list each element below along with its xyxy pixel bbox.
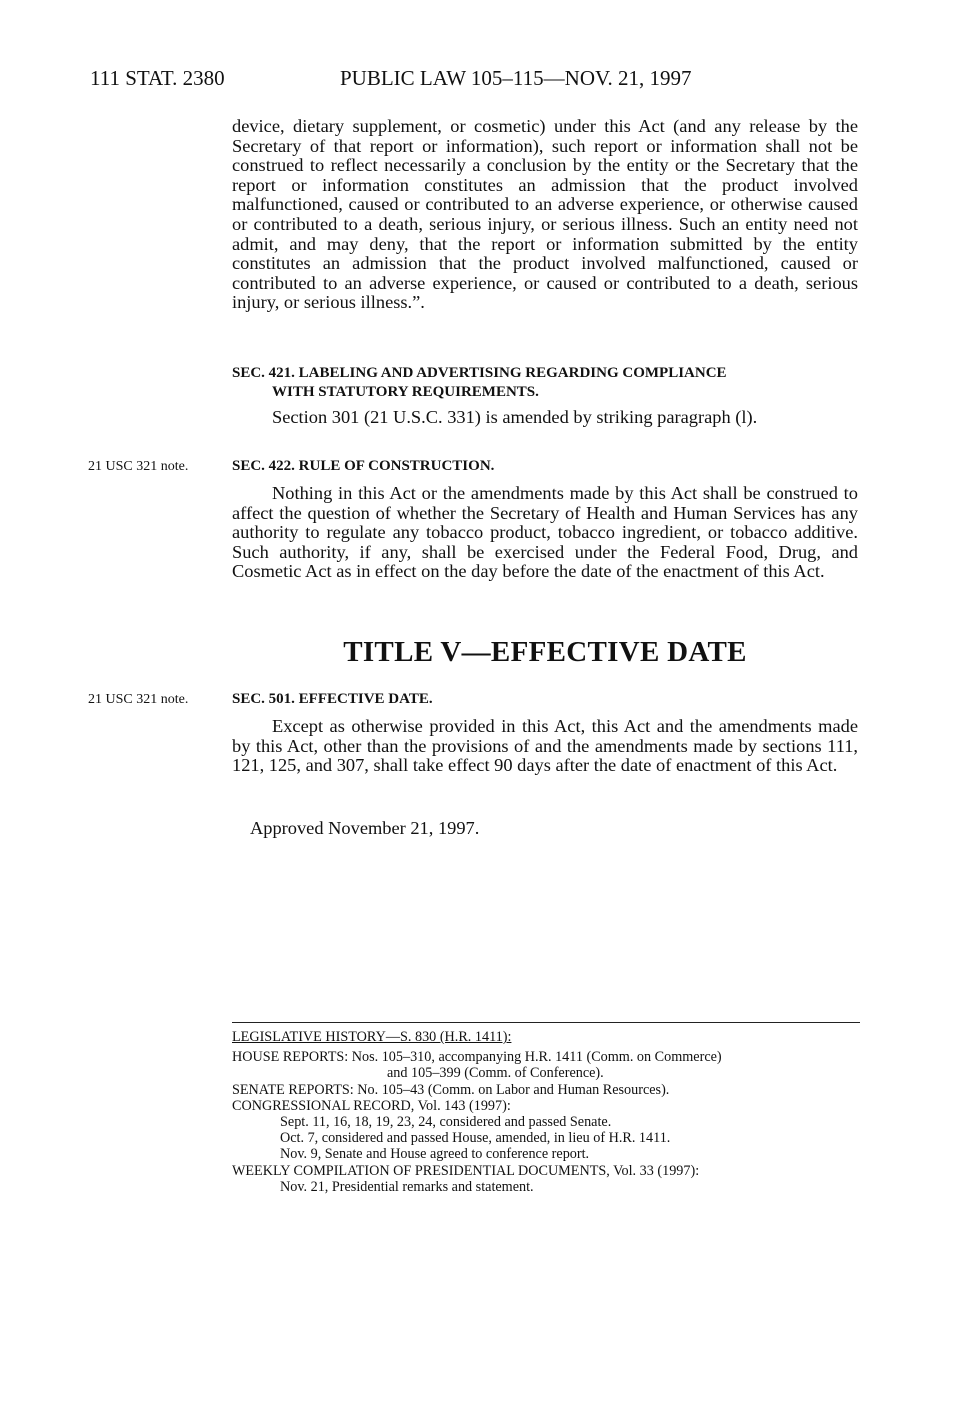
approval-date: Approved November 21, 1997.: [250, 818, 480, 838]
weekly-compilation: WEEKLY COMPILATION OF PRESIDENTIAL DOCUMENTS, Vol. 33 (1997):: [232, 1162, 700, 1179]
statute-reference: 111 STAT. 2380: [90, 66, 225, 90]
record-entry: Nov. 9, Senate and House agreed to conference report.: [280, 1146, 590, 1163]
sec-501-margin-note: 21 USC 321 note.: [88, 692, 189, 707]
record-entry: Sept. 11, 16, 18, 19, 23, 24, considered and passed Senate.: [280, 1114, 612, 1131]
record-entry: Oct. 7, considered and passed House, amended, in lieu of H.R. 1411.: [280, 1130, 671, 1147]
sec-421-heading-line2: WITH STATUTORY REQUIREMENTS.: [272, 384, 539, 400]
house-reports-line1: HOUSE REPORTS: Nos. 105–310, accompanying H.R. 1411 (Comm. on Commerce): [232, 1049, 722, 1066]
senate-reports: SENATE REPORTS: No. 105–43 (Comm. on Labor and Human Resources).: [232, 1081, 670, 1098]
sec-422-margin-note: 21 USC 321 note.: [88, 459, 189, 474]
legislative-history-title: LEGISLATIVE HISTORY—S. 830 (H.R. 1411):: [232, 1029, 512, 1045]
page-header: [90, 66, 860, 96]
public-law-reference: PUBLIC LAW 105–115—NOV. 21, 1997: [340, 66, 692, 90]
continuation-paragraph: device, dietary supplement, or cosmetic) under this Act (and any release by the Secretary of that report or information), such report or information shall not be construed to reflect necessarily a conclusion by the entity or the Secretary that the report or information constitutes an admission that the product involved malfunctioned, caused or contributed to an adverse experience, or otherwise caused or contributed to a death, serious injury, or serious illness. Such an entity need not admit, and may deny, that the report or information submitted by the entity constitutes an admission that the product involved malfunctioned, caused or contributed to an adverse experience, or caused or contributed to a death, serious injury, or serious illness.”.: [232, 116, 858, 313]
sec-501-text: Except as otherwise provided in this Act, this Act and the amendments made by this Act, other than the provisions of and the amendments made by sections 111, 121, 125, and 307, shall take effect 90 days after the date of enactment of this Act.: [232, 716, 858, 776]
house-reports-line2: and 105–399 (Comm. of Conference).: [387, 1065, 604, 1082]
sec-421-heading: [232, 364, 858, 402]
sec-422-text: Nothing in this Act or the amendments made by this Act shall be construed to affect the question of whether the Secretary of Health and Human Services has any authority to regulate any tobacco product, tobacco ingredient, or tobacco additive. Such authority, if any, shall be exercised under the Federal Food, Drug, and Cosmetic Act as in effect on the day before the date of the enactment of this Act.: [232, 483, 858, 582]
sec-501-heading: SEC. 501. EFFECTIVE DATE.: [232, 691, 433, 707]
sec-421-heading-line1: SEC. 421. LABELING AND ADVERTISING REGARDING COMPLIANCE: [232, 365, 727, 381]
legislative-history: [232, 1022, 860, 1195]
sec-421-text: Section 301 (21 U.S.C. 331) is amended by striking paragraph (l).: [272, 407, 758, 427]
sec-422-heading: SEC. 422. RULE OF CONSTRUCTION.: [232, 458, 495, 474]
weekly-entry: Nov. 21, Presidential remarks and statement.: [280, 1178, 534, 1195]
title-v-heading: TITLE V—EFFECTIVE DATE: [343, 636, 747, 668]
congressional-record: CONGRESSIONAL RECORD, Vol. 143 (1997):: [232, 1097, 511, 1114]
